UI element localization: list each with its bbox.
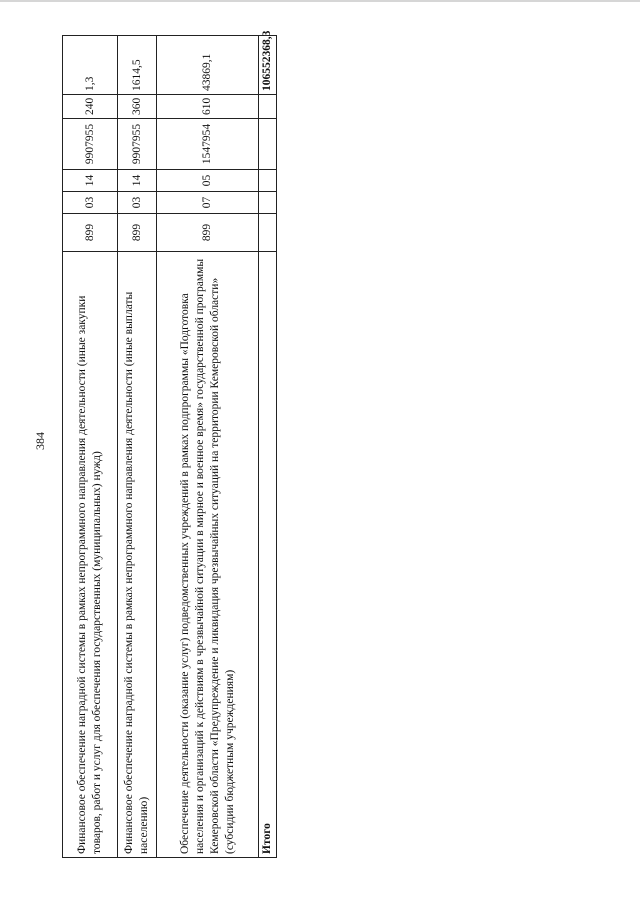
budget-table (62, 30, 277, 858)
total-amount: 106552368,3 (259, 36, 277, 95)
section-code: 03 (118, 192, 157, 214)
subsection-code: 05 (157, 170, 259, 192)
row-amount: 43869,1 (157, 36, 259, 95)
row-description: Финансовое обеспечение наградной системы в рамках непрограммного направления деятельности (иные выплаты населению) (118, 252, 157, 858)
subsection-code: 14 (63, 170, 118, 192)
expense-type-code: 240 (63, 95, 118, 119)
empty-cell (259, 95, 277, 119)
total-label: Итого (259, 252, 277, 858)
subsection-code: 14 (118, 170, 157, 192)
row-description: Обеспечение деятельности (оказание услуг) подведомственных учреждений в рамках подпрограммы «Подготовка населения и организаций к действиям в чрезвычайной ситуации в мирное и военное время» государственной программы Кемеровской области «Предупреждение и ликвидация чрезвычайных ситуаций на территории Кемеровской области» (субсидии бюджетным учреждениям) (157, 252, 259, 858)
page-number: 384 (33, 432, 47, 450)
total-row (259, 36, 277, 858)
expense-type-code: 610 (157, 95, 259, 119)
top-rule (0, 0, 640, 2)
ministry-code: 899 (118, 214, 157, 252)
row-amount: 1,3 (63, 36, 118, 95)
ministry-code: 899 (157, 214, 259, 252)
empty-cell (259, 119, 277, 170)
empty-cell (259, 192, 277, 214)
ministry-code: 899 (63, 214, 118, 252)
section-code: 07 (157, 192, 259, 214)
target-item-code: 9907955 (118, 119, 157, 170)
target-item-code: 9907955 (63, 119, 118, 170)
rotated-table-frame (62, 30, 276, 858)
row-amount: 1614,5 (118, 36, 157, 95)
table-row (118, 36, 157, 858)
target-item-code: 1547954 (157, 119, 259, 170)
section-code: 03 (63, 192, 118, 214)
expense-type-code: 360 (118, 95, 157, 119)
budget-table-container (62, 30, 276, 858)
empty-cell (259, 170, 277, 192)
table-row (157, 36, 259, 858)
row-description: Финансовое обеспечение наградной системы в рамках непрограммного направления деятельности (иные закупки товаров, работ и услуг для обеспечения государственных (муниципальных) нужд) (63, 252, 118, 858)
table-row (63, 36, 118, 858)
empty-cell (259, 214, 277, 252)
